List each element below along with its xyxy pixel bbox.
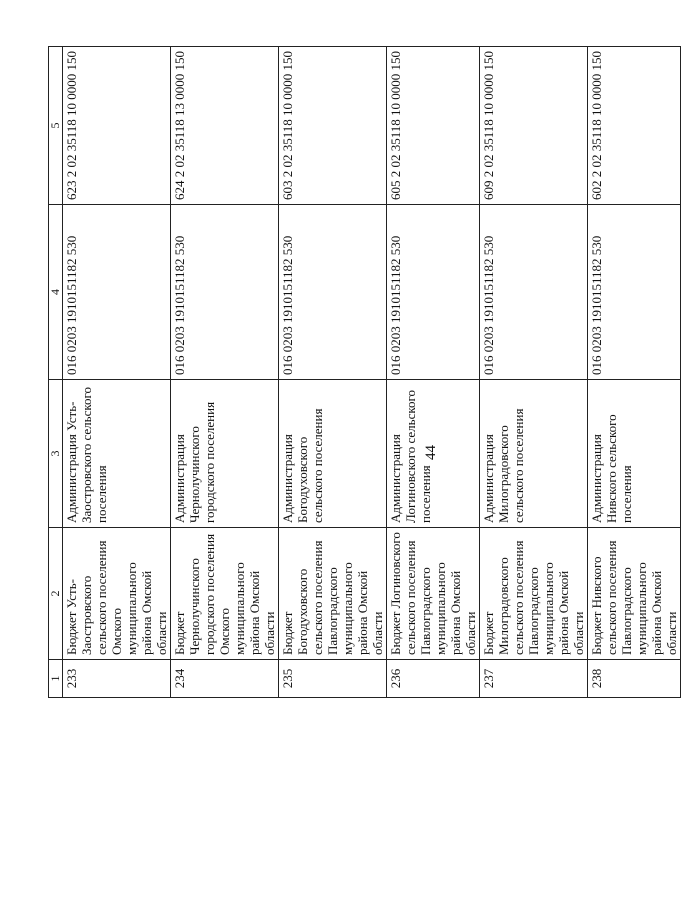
budget-name-cell: Бюджет Богодуховского сельского поселения Павлоградского муниципального района Омской области: [279, 528, 387, 660]
column-header: 1: [49, 660, 63, 698]
classification-code-cell: 016 0203 1910151182 530: [171, 205, 279, 380]
budget-name-cell: Бюджет Логиновского сельского поселения Павлоградского муниципального района Омской области: [387, 528, 480, 660]
revenue-code-cell: 624 2 02 35118 13 0000 150: [171, 46, 279, 204]
column-header: 2: [49, 528, 63, 660]
budget-name-cell: Бюджет Милоградовского сельского поселения Павлоградского муниципального района Омской области: [480, 528, 588, 660]
classification-code-cell: 016 0203 1910151182 530: [387, 205, 480, 380]
revenue-code-cell: 605 2 02 35118 10 0000 150: [387, 46, 480, 204]
classification-code-cell: 016 0203 1910151182 530: [63, 205, 171, 380]
page-number: 44: [423, 445, 439, 460]
column-header: 3: [49, 380, 63, 528]
revenue-code-cell: 623 2 02 35118 10 0000 150: [63, 46, 171, 204]
header-row: [49, 46, 63, 697]
budget-name-cell: Бюджет Чернолучинского городского поселения Омского муниципального района Омской области: [171, 528, 279, 660]
column-header: 4: [49, 205, 63, 380]
administrator-cell: Администрация Милоградовского сельского поселения: [480, 380, 588, 528]
row-number: 234: [171, 660, 279, 698]
revenue-code-cell: 602 2 02 35118 10 0000 150: [588, 46, 681, 204]
classification-code-cell: 016 0203 1910151182 530: [480, 205, 588, 380]
budget-name-cell: Бюджет Усть-Заостровского сельского поселения Омского муниципального района Омской области: [63, 528, 171, 660]
table-row: [171, 46, 279, 697]
table-row: [63, 46, 171, 697]
table-row: [387, 46, 480, 697]
table-body: [49, 46, 681, 697]
row-number: 235: [279, 660, 387, 698]
row-number: 236: [387, 660, 480, 698]
classification-code-cell: 016 0203 1910151182 530: [279, 205, 387, 380]
row-number: 238: [588, 660, 681, 698]
allocation-table: [48, 46, 681, 698]
table-row: [588, 46, 681, 697]
administrator-cell: Администрация Усть-Заостровского сельского поселения: [63, 380, 171, 528]
table-row: [480, 46, 588, 697]
budget-name-cell: Бюджет Нивского сельского поселения Павлоградского муниципального района Омской области: [588, 528, 681, 660]
column-header: 5: [49, 46, 63, 204]
administrator-cell: Администрация Логиновского сельского поселения: [387, 380, 480, 528]
classification-code-cell: 016 0203 1910151182 530: [588, 205, 681, 380]
row-number: 233: [63, 660, 171, 698]
revenue-code-cell: 603 2 02 35118 10 0000 150: [279, 46, 387, 204]
table-row: [279, 46, 387, 697]
row-number: 237: [480, 660, 588, 698]
administrator-cell: Администрация Нивского сельского поселения: [588, 380, 681, 528]
revenue-code-cell: 609 2 02 35118 10 0000 150: [480, 46, 588, 204]
administrator-cell: Администрация Богодуховского сельского поселения: [279, 380, 387, 528]
administrator-cell: Администрация Чернолучинского городского поселения: [171, 380, 279, 528]
